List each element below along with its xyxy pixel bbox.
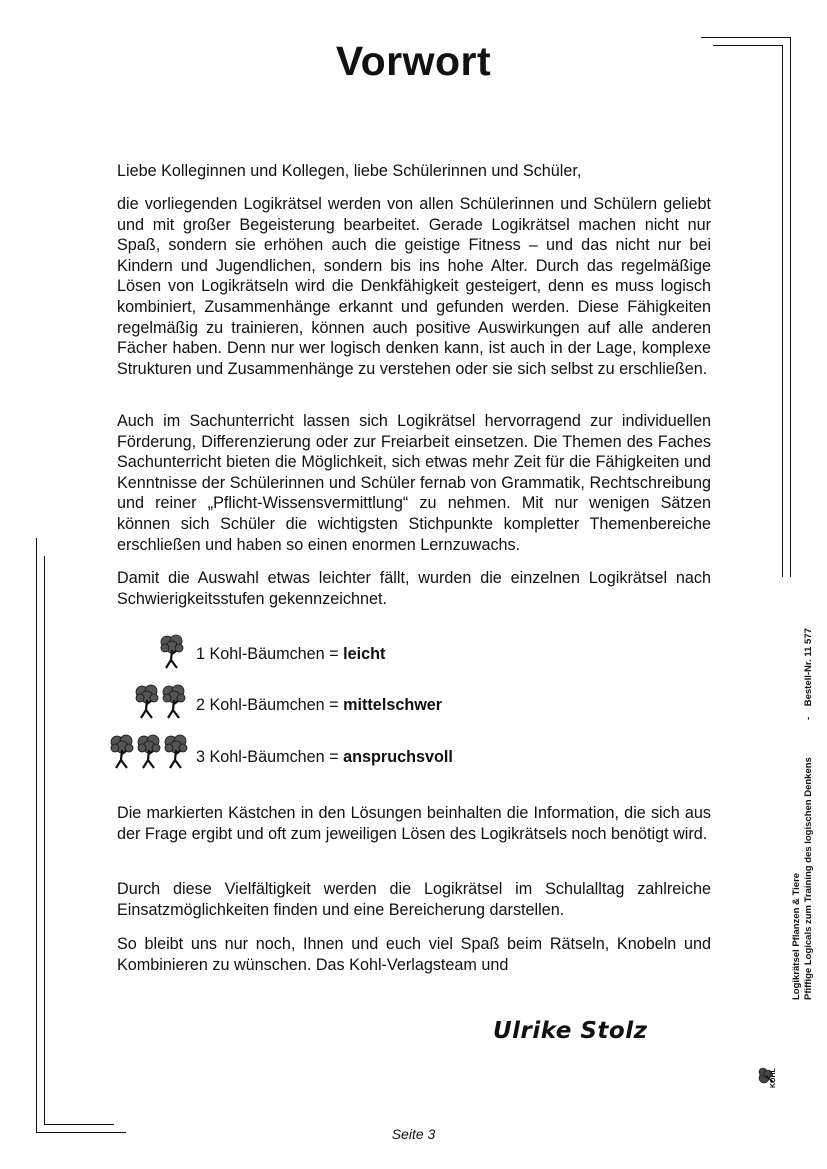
paragraph-variety: Durch diese Vielfältigkeit werden die Logikrätsel im Schulalltag zahlreiche Einsatzmöglichkeiten finden und eine Bereicherung darstellen.	[117, 880, 711, 919]
frame-line-bottom-left-h2	[44, 1124, 114, 1125]
frame-line-right-v1	[790, 37, 791, 577]
side-order-number-row	[803, 628, 815, 720]
greeting: Liebe Kolleginnen und Kollegen, liebe Schülerinnen und Schüler,	[117, 162, 582, 180]
paragraph-sachunterricht: Auch im Sachunterricht lassen sich Logikrätsel hervorragend zur individuellen Förderung, Differenzierung oder zur Freiarbeit einsetzen. Die Themen des Faches Sachunterricht bieten die Möglichkeit, sich etwas mehr Zeit für die Fähigkeiten und Kenntnisse der Schülerinnen und Schüler fernab von Grammatik, Rechtschreibung und reiner „Pflicht-Wissensvermittlung“ zu nehmen. Mit nur wenigen Sätzen können sich Schüler die wichtigsten Stichpunkte kompletter Themenbereiche erschließen und haben so einen enormen Lernzuwachs.	[117, 412, 711, 554]
frame-line-left-v1	[36, 538, 37, 1132]
level-1-prefix: 1 Kohl-Bäumchen =	[196, 645, 344, 663]
paragraph-closing: So bleibt uns nur noch, Ihnen und euch viel Spaß beim Rätseln, Knobeln und Kombinieren zu wünschen. Das Kohl-Verlagsteam und	[117, 935, 711, 974]
kohl-tree-icon	[163, 734, 189, 770]
page-title: Vorwort	[335, 38, 492, 84]
level-3-prefix: 3 Kohl-Bäumchen =	[196, 748, 344, 766]
paragraph-difficulty: Damit die Auswahl etwas leichter fällt, wurden die einzelnen Logikrätsel nach Schwierigkeitsstufen gekennzeichnet.	[117, 569, 711, 608]
level-2-prefix: 2 Kohl-Bäumchen =	[196, 696, 344, 714]
paragraph-solutions: Die markierten Kästchen in den Lösungen beinhalten die Information, die sich aus der Frage ergibt und oft zum jeweiligen Lösen des Logikrätsels noch benötigt wird.	[117, 804, 711, 843]
side-book-subtitle-text: Pfiffige Logicals zum Training des logischen Denkens	[803, 757, 814, 1000]
side-order-number: Bestell-Nr. 11 577	[803, 628, 814, 707]
paragraph-intro: die vorliegenden Logikrätsel werden von allen Schülerinnen und Schülern geliebt und mit großer Begeisterung bearbeitet. Gerade Logikrätsel machen nicht nur Spaß, sondern sie erhöhen auch die geistige Fitness – und das nicht nur bei Kindern und Jugendlichen, sondern bis ins hohe Alter. Durch das regelmäßige Lösen von Logikrätseln wird die Denkfähigkeit gesteigert, denn es muss logisch kombiniert, Zusammenhänge erkannt und gefunden werden. Diese Fähigkeiten regelmäßig zu trainieren, können auch positive Auswirkungen auf alle anderen Fächer haben. Denn nur wer logisch denken kann, ist auch in der Lage, komplexe Strukturen und Zusammenhänge zu verstehen oder sie sich selbst zu erschließen.	[117, 195, 711, 378]
kohl-tree-icon	[159, 634, 185, 670]
trees-level-1	[159, 634, 185, 670]
signature: Ulrike Stolz	[493, 1018, 648, 1044]
page-number: Seite 3	[391, 1126, 436, 1142]
kohl-tree-icon	[161, 684, 187, 720]
frame-line-left-v2	[44, 556, 45, 1124]
level-3-row	[196, 747, 453, 767]
side-book-title: Logikrätsel Pflanzen & Tiere	[791, 872, 802, 1000]
frame-line-right-v2	[782, 45, 783, 577]
side-publisher-info	[791, 620, 819, 1000]
level-3-label: anspruchsvoll	[343, 748, 453, 766]
trees-level-2	[134, 684, 187, 720]
kohl-tree-icon	[109, 734, 135, 770]
trees-level-3	[109, 734, 189, 770]
level-1-row	[196, 644, 385, 664]
level-1-label: leicht	[343, 645, 386, 663]
side-separator: -	[803, 716, 814, 720]
kohl-logo-text: KOHL	[770, 1068, 777, 1088]
level-2-label: mittelschwer	[343, 696, 443, 714]
kohl-tree-icon	[136, 734, 162, 770]
kohl-tree-icon	[134, 684, 160, 720]
level-2-row	[196, 695, 442, 715]
